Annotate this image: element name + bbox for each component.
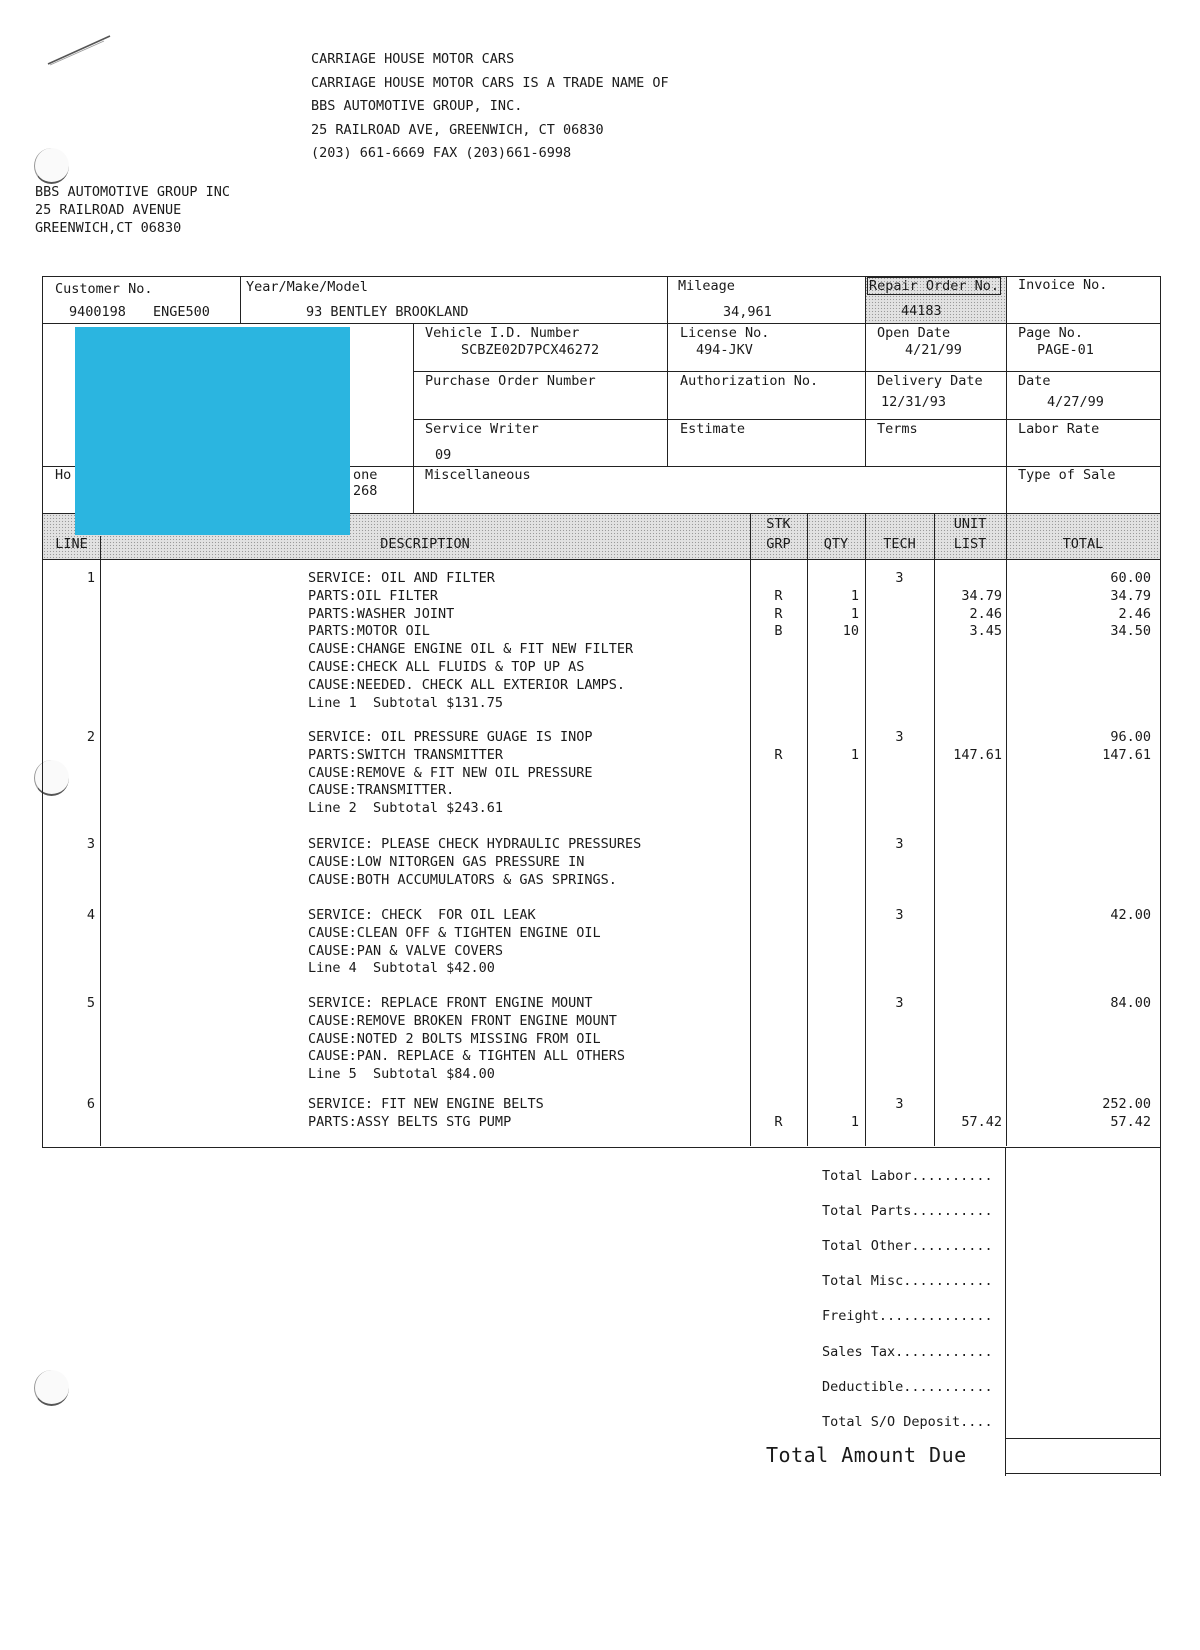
unit-price: 57.42	[961, 1113, 1002, 1130]
repair-order-label: Repair Order No.	[869, 278, 1000, 294]
line-items-table	[42, 560, 1161, 1148]
tech-code: 3	[895, 836, 904, 852]
page-no-value: PAGE-01	[1037, 342, 1094, 358]
line-description: Line 4 Subtotal $42.00	[308, 960, 495, 977]
tech-code: 3	[895, 570, 904, 586]
license-value: 494-JKV	[696, 342, 753, 358]
open-date-label: Open Date	[877, 325, 951, 341]
labor-rate-label: Labor Rate	[1018, 421, 1100, 437]
vin-label: Vehicle I.D. Number	[425, 325, 580, 341]
date-label: Date	[1018, 373, 1051, 389]
home-phone-label: Ho	[55, 467, 72, 483]
col-description: DESCRIPTION	[380, 536, 470, 552]
line-number: 2	[86, 729, 95, 745]
stock-group: R	[774, 746, 783, 763]
line-total: 34.79	[1110, 587, 1151, 604]
line-total: 2.46	[1118, 605, 1151, 622]
totals-box	[1005, 1148, 1161, 1476]
dealer-line: 25 RAILROAD AVE, GREENWICH, CT 06830	[311, 121, 604, 138]
col-tech: TECH	[883, 536, 916, 552]
quantity: 1	[850, 605, 859, 622]
line-number: 3	[86, 836, 95, 852]
line-description: SERVICE: PLEASE CHECK HYDRAULIC PRESSURES	[308, 836, 642, 852]
punch-hole-bottom	[34, 1370, 69, 1406]
authorization-label: Authorization No.	[680, 373, 819, 389]
line-description: SERVICE: FIT NEW ENGINE BELTS	[308, 1096, 544, 1112]
customer-no: 9400198	[69, 304, 126, 320]
line-total: 60.00	[1110, 570, 1151, 586]
invoice-no-label: Invoice No.	[1018, 277, 1108, 293]
line-total: 34.50	[1110, 623, 1151, 640]
col-line: LINE	[55, 536, 88, 552]
unit-price: 3.45	[969, 623, 1002, 640]
mileage-label: Mileage	[678, 278, 735, 294]
delivery-date-label: Delivery Date	[877, 373, 983, 389]
stock-group: R	[774, 587, 783, 604]
line-description: CAUSE:REMOVE BROKEN FRONT ENGINE MOUNT	[308, 1012, 617, 1029]
line-number: 4	[86, 907, 95, 923]
totals-label: Total S/O Deposit....	[822, 1413, 993, 1430]
stock-group: R	[774, 1113, 783, 1130]
line-description: Line 2 Subtotal $243.61	[308, 800, 504, 817]
quantity: 1	[850, 746, 859, 763]
line-total: 96.00	[1110, 729, 1151, 745]
col-grp: GRP	[766, 536, 791, 552]
customer-no-label: Customer No.	[55, 281, 153, 297]
line-number: 6	[86, 1096, 95, 1112]
line-description: CAUSE:NOTED 2 BOLTS MISSING FROM OIL	[308, 1030, 601, 1047]
tech-code: 3	[895, 729, 904, 745]
dealer-line: CARRIAGE HOUSE MOTOR CARS	[311, 51, 515, 67]
phone-label: one	[353, 467, 378, 483]
service-writer-label: Service Writer	[425, 421, 539, 437]
unit-price: 34.79	[961, 587, 1002, 604]
mileage-value: 34,961	[723, 304, 772, 320]
line-description: CAUSE:PAN & VALVE COVERS	[308, 942, 504, 959]
tech-code: 3	[895, 995, 904, 1011]
year-make-model: 93 BENTLEY BROOKLAND	[306, 304, 469, 320]
line-description: SERVICE: REPLACE FRONT ENGINE MOUNT	[308, 995, 593, 1011]
line-description: Line 5 Subtotal $84.00	[308, 1066, 495, 1083]
line-description: CAUSE:LOW NITORGEN GAS PRESSURE IN	[308, 853, 585, 870]
totals-label: Total Parts..........	[822, 1203, 993, 1220]
type-of-sale-label: Type of Sale	[1018, 467, 1116, 483]
line-total: 57.42	[1110, 1113, 1151, 1130]
address-line: GREENWICH,CT 06830	[35, 220, 182, 236]
phone-value: 268	[353, 483, 378, 499]
totals-label: Freight..............	[822, 1308, 993, 1325]
service-writer-value: 09	[435, 447, 452, 463]
col-total: TOTAL	[1062, 536, 1104, 552]
unit-price: 147.61	[953, 746, 1002, 763]
totals-label: Total Labor..........	[822, 1168, 993, 1184]
address-line: BBS AUTOMOTIVE GROUP INC	[35, 184, 231, 200]
punch-hole-top	[34, 148, 69, 184]
address-line: 25 RAILROAD AVENUE	[35, 202, 182, 218]
line-description: CAUSE:REMOVE & FIT NEW OIL PRESSURE	[308, 764, 593, 781]
col-qty: QTY	[823, 536, 849, 552]
vin-value: SCBZE02D7PCX46272	[461, 342, 600, 358]
line-number: 1	[86, 570, 95, 586]
customer-address	[35, 183, 230, 237]
miscellaneous-label: Miscellaneous	[425, 467, 531, 483]
repair-order-no: 44183	[901, 303, 942, 319]
estimate-label: Estimate	[680, 421, 746, 437]
line-description: PARTS:OIL FILTER	[308, 587, 439, 604]
line-description: SERVICE: OIL PRESSURE GUAGE IS INOP	[308, 729, 593, 745]
tech-code: 3	[895, 1096, 904, 1112]
quantity: 1	[850, 1113, 859, 1130]
line-description: CAUSE:PAN. REPLACE & TIGHTEN ALL OTHERS	[308, 1048, 625, 1065]
totals-label: Deductible...........	[822, 1378, 993, 1395]
line-description: PARTS:WASHER JOINT	[308, 605, 455, 622]
col-unit: UNIT	[953, 516, 987, 532]
quantity: 1	[850, 587, 859, 604]
delivery-date-value: 12/31/93	[881, 394, 947, 410]
dealer-line: (203) 661-6669 FAX (203)661-6998	[311, 145, 572, 161]
stock-group: R	[774, 605, 783, 622]
quantity: 10	[842, 623, 859, 640]
line-description: SERVICE: OIL AND FILTER	[308, 570, 495, 586]
col-list: LIST	[953, 536, 987, 552]
dealer-line: CARRIAGE HOUSE MOTOR CARS IS A TRADE NAME OF	[311, 74, 669, 91]
line-description: PARTS:ASSY BELTS STG PUMP	[308, 1113, 512, 1130]
line-description: CAUSE:CHANGE ENGINE OIL & FIT NEW FILTER	[308, 641, 634, 658]
line-total: 42.00	[1110, 907, 1151, 923]
stock-group: B	[774, 623, 783, 640]
line-description: CAUSE:CHECK ALL FLUIDS & TOP UP AS	[308, 659, 585, 675]
line-description: Line 1 Subtotal $131.75	[308, 694, 504, 711]
line-description: CAUSE:BOTH ACCUMULATORS & GAS SPRINGS.	[308, 871, 617, 888]
terms-label: Terms	[877, 421, 918, 437]
totals-label: Sales Tax............	[822, 1343, 993, 1360]
dealer-line: BBS AUTOMOTIVE GROUP, INC.	[311, 98, 523, 114]
line-description: CAUSE:CLEAN OFF & TIGHTEN ENGINE OIL	[308, 924, 601, 941]
purchase-order-label: Purchase Order Number	[425, 373, 596, 389]
license-label: License No.	[680, 325, 770, 341]
page-no-label: Page No.	[1018, 325, 1084, 341]
date-value: 4/27/99	[1047, 394, 1104, 410]
line-number: 5	[86, 995, 95, 1011]
col-stk: STK	[766, 516, 791, 532]
pen-mark	[44, 30, 114, 70]
line-description: CAUSE:NEEDED. CHECK ALL EXTERIOR LAMPS.	[308, 676, 625, 693]
amount-due-label: Total Amount Due	[766, 1443, 967, 1467]
line-description: PARTS:MOTOR OIL	[308, 623, 430, 640]
tech-code: 3	[895, 907, 904, 923]
customer-code: ENGE500	[153, 304, 210, 320]
line-description: SERVICE: CHECK FOR OIL LEAK	[308, 907, 536, 923]
line-description: CAUSE:TRANSMITTER.	[308, 782, 455, 799]
line-description: PARTS:SWITCH TRANSMITTER	[308, 746, 504, 763]
totals-label: Total Other..........	[822, 1238, 993, 1255]
redaction-block	[75, 327, 350, 535]
open-date-value: 4/21/99	[905, 342, 962, 358]
dealer-header	[311, 48, 669, 166]
unit-price: 2.46	[969, 605, 1002, 622]
totals-label: Total Misc...........	[822, 1273, 993, 1290]
line-total: 147.61	[1102, 746, 1151, 763]
line-total: 84.00	[1110, 995, 1151, 1011]
year-make-model-label: Year/Make/Model	[246, 279, 368, 295]
line-total: 252.00	[1102, 1096, 1151, 1112]
